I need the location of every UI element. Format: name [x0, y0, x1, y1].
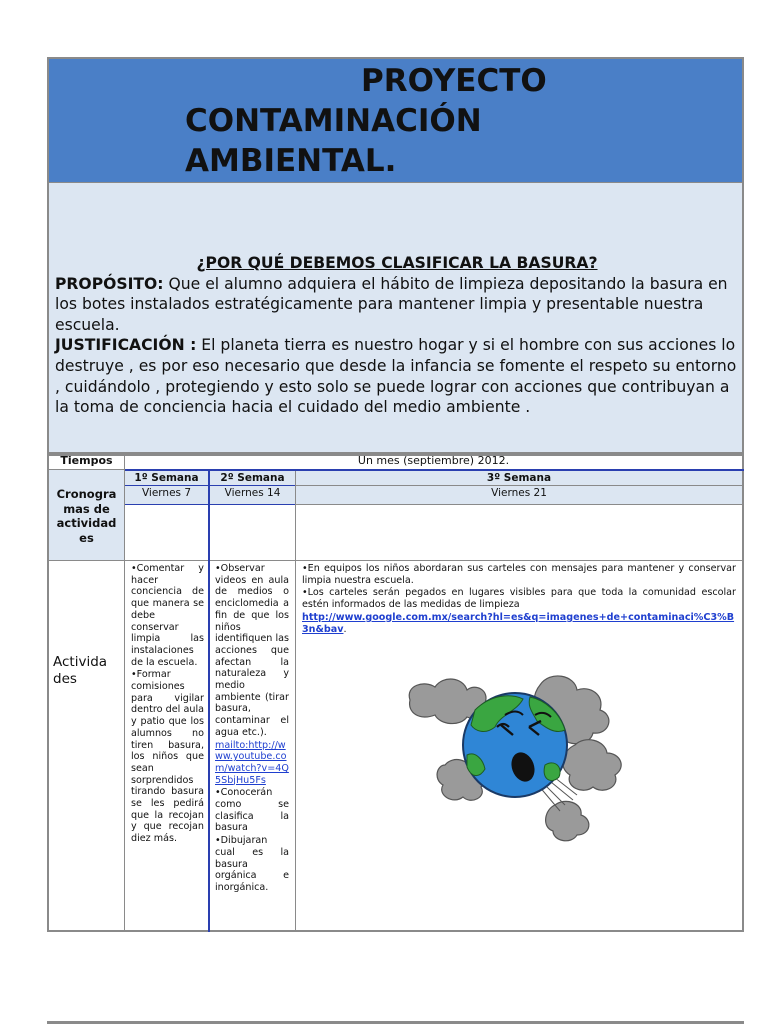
- sad-earth-in-smog-icon: [405, 655, 645, 855]
- week1-activities: [131, 563, 204, 846]
- question-heading: ¿POR QUÉ DEBEMOS CLASIFICAR LA BASURA?: [196, 254, 598, 272]
- list-item: http://www.google.com.mx/search?hl=es&q=imagenes+de+contaminaci%C3%B3n&bav.: [302, 611, 735, 635]
- justification-paragraph: [55, 335, 739, 417]
- header-left-cell: [47, 57, 180, 184]
- purpose-paragraph: [55, 274, 739, 336]
- intro-section: [47, 183, 744, 454]
- list-item: [215, 740, 289, 787]
- intro-text: [55, 253, 739, 418]
- week2-label: 2º Semana: [220, 472, 285, 484]
- empty-row: [125, 504, 744, 560]
- week3-label: 3º Semana: [486, 472, 552, 484]
- tiempos-value: Un mes (septiembre) 2012.: [357, 454, 510, 467]
- youtube-link[interactable]: mailto:http://www.youtube.com/watch?v=4Q5SbjHu5Fs: [215, 739, 289, 786]
- week3-activities: [302, 563, 736, 636]
- list-item: •Conocerán como se clasifica la basura: [215, 787, 289, 834]
- week2-day: Viernes 14: [224, 487, 281, 499]
- page-title: PROYECTO CONTAMINACIÓN AMBIENTAL.: [185, 63, 547, 179]
- purpose-text: Que el alumno adquiera el hábito de limpieza depositando la basura en los botes instalados estratégicamente para mantener limpia y presentable nuestra escuela.: [55, 274, 728, 334]
- list-item: •En equipos los niños abordaran sus carteles con mensajes para mantener y conservar limpia nuestra escuela.: [302, 563, 736, 586]
- header-title-cell: [179, 57, 744, 184]
- list-item: •Formar comisiones para vigilar dentro del aula y patio que los alumnos no tiren basura, los niños que sean sorprendidos tirando basura se les pedirá que la recojan y que recojan diez más.: [131, 669, 204, 845]
- list-item: •Comentar y hacer conciencia de que manera se debe conservar limpia las instalaciones de la escuela.: [131, 563, 204, 668]
- tiempos-label: Tiempos: [60, 454, 113, 467]
- list-item: •Dibujaran cual es la basura orgánica e inorgánica.: [215, 835, 289, 893]
- list-item: •Observar videos en aula de medios o enciclomedia a fin de que los niños identifiquen las acciones que afectan la naturaleza y medio ambiente (tirar basura, contaminar el agua etc.).: [215, 563, 289, 738]
- justification-text: El planeta tierra es nuestro hogar y si el hombre con sus acciones lo destruye , es por eso necesario que desde la infancia se fomente el respeto su entorno , cuidándolo , protegiendo y esto solo se puede lograr con acciones que contribuyan a la toma de conciencia hacia el cuidado del medio ambiente .: [55, 336, 737, 417]
- earth-globe: [463, 693, 567, 797]
- week2-activities: [215, 563, 289, 895]
- week3-day: Viernes 21: [491, 487, 547, 499]
- purpose-label: PROPÓSITO:: [55, 274, 164, 293]
- justification-label: JUSTIFICACIÓN :: [55, 336, 197, 355]
- list-item: •Los carteles serán pegados en lugares visibles para que toda la comunidad escolar estén informados de las medidas de limpieza: [302, 587, 736, 611]
- cronograma-label: Cronogra mas de actividad es: [56, 487, 117, 545]
- actividades-label: Activida des: [53, 654, 108, 687]
- week1-day: Viernes 7: [141, 487, 192, 499]
- week1-label: 1º Semana: [134, 472, 199, 484]
- google-link[interactable]: http://www.google.com.mx/search?hl=es&q=imagenes+de+contaminaci%C3%B3n&bav: [302, 611, 735, 635]
